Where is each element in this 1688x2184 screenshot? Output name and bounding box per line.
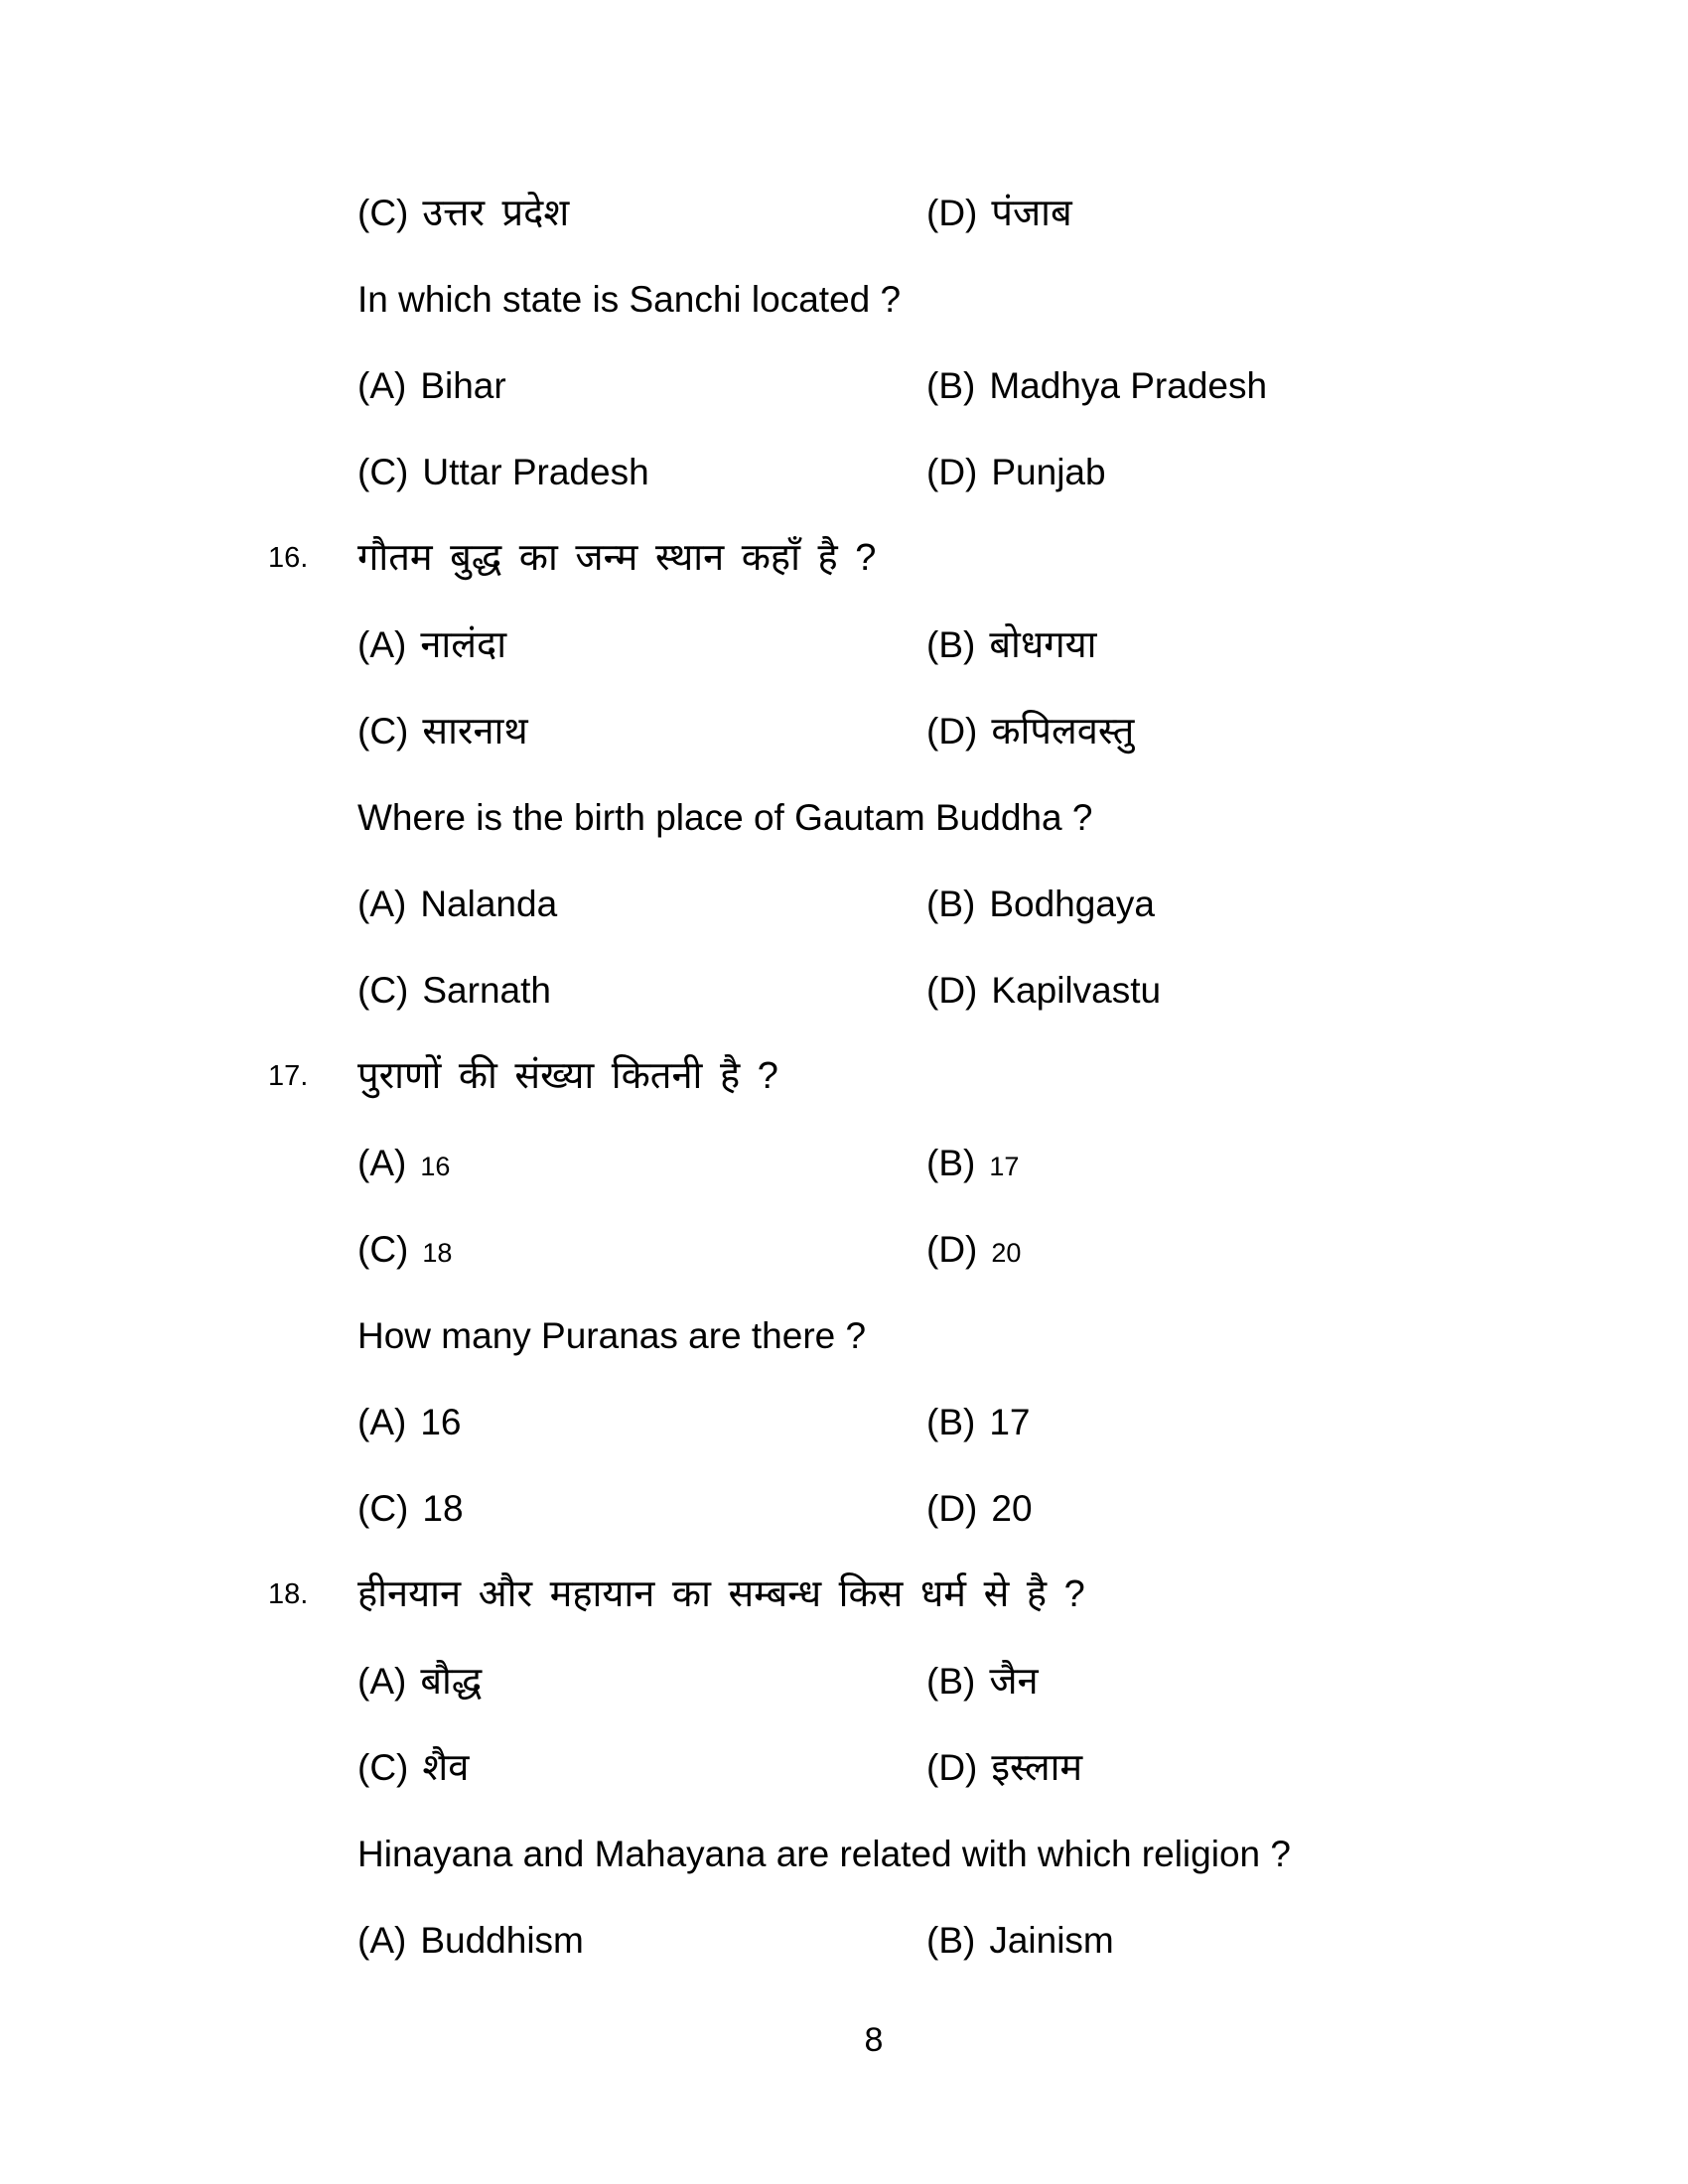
options-row: [0, 342, 1688, 429]
option-text: 17: [989, 1402, 1031, 1442]
option: [926, 429, 1106, 515]
option-label: (A): [357, 365, 407, 406]
option: [357, 1465, 464, 1552]
option-label: (D): [926, 1488, 978, 1529]
options-row: [0, 688, 1688, 774]
option-label: (D): [926, 1747, 978, 1788]
option: [357, 602, 506, 689]
option-text: नालंदा: [420, 624, 507, 666]
option: [357, 342, 506, 429]
option-text: Madhya Pradesh: [989, 365, 1268, 406]
option-text: सारनाथ: [422, 711, 528, 752]
option: [926, 861, 1155, 947]
option-text: कपिलवस्तु: [991, 711, 1135, 752]
option-label: (A): [357, 1402, 407, 1442]
option: [357, 1897, 584, 1983]
options-row: [0, 170, 1688, 256]
option-label: (C): [357, 1747, 409, 1788]
question-text: How many Puranas are there ?: [357, 1315, 867, 1356]
question-paper-content: [0, 170, 1688, 1983]
option-label: (B): [926, 1920, 976, 1961]
option-label: (C): [357, 1229, 409, 1270]
question-row: [0, 1552, 1688, 1638]
option-text: 20: [991, 1488, 1033, 1529]
question-row: [0, 1293, 1688, 1379]
option: [357, 947, 551, 1033]
option-label: (A): [357, 1661, 407, 1702]
question-row: [0, 256, 1688, 342]
option-text: Punjab: [991, 452, 1106, 492]
options-row: [0, 1465, 1688, 1552]
option: [926, 1897, 1114, 1983]
option-label: (B): [926, 1143, 976, 1183]
options-row: [0, 861, 1688, 947]
option: [926, 1379, 1030, 1465]
question-row: [0, 1033, 1688, 1120]
option-label: (A): [357, 1143, 407, 1183]
option: [926, 1465, 1033, 1552]
option-label: (B): [926, 1402, 976, 1442]
question-text: Where is the birth place of Gautam Buddha ?: [357, 797, 1093, 838]
option-text: 18: [422, 1488, 464, 1529]
option: [357, 688, 528, 775]
option-label: (B): [926, 624, 976, 665]
options-row: [0, 429, 1688, 515]
option-text: Kapilvastu: [991, 970, 1162, 1011]
option: [926, 1120, 1019, 1210]
options-row: [0, 1206, 1688, 1293]
option-label: (B): [926, 365, 976, 406]
option-text: 16: [420, 1152, 451, 1181]
option: [926, 1206, 1021, 1297]
option: [926, 342, 1267, 429]
option-text: Buddhism: [420, 1920, 584, 1961]
option-text: 17: [989, 1152, 1020, 1181]
question-row: [0, 515, 1688, 602]
option-text: 20: [991, 1238, 1022, 1268]
options-row: [0, 1724, 1688, 1811]
option-text: उत्तर प्रदेश: [422, 193, 570, 234]
question-text: हीनयान और महायान का सम्बन्ध किस धर्म से है ?: [357, 1573, 1085, 1615]
options-row: [0, 1638, 1688, 1724]
option: [357, 170, 569, 257]
options-row: [0, 1897, 1688, 1983]
options-row: [0, 1120, 1688, 1206]
option-label: (C): [357, 711, 409, 751]
option: [926, 1638, 1039, 1725]
option: [926, 602, 1097, 689]
option-text: शैव: [422, 1747, 470, 1789]
option: [357, 1379, 461, 1465]
option: [357, 1724, 469, 1812]
option-label: (D): [926, 1229, 978, 1270]
option: [926, 688, 1134, 775]
option: [926, 1724, 1082, 1812]
options-row: [0, 1379, 1688, 1465]
option-label: (C): [357, 1488, 409, 1529]
option-label: (C): [357, 452, 409, 492]
option-label: (A): [357, 1920, 407, 1961]
option-label: (D): [926, 970, 978, 1011]
option: [357, 1638, 482, 1725]
option-label: (D): [926, 452, 978, 492]
option-label: (D): [926, 711, 978, 751]
option-label: (B): [926, 1661, 976, 1702]
question-text: पुराणों की संख्या कितनी है ?: [357, 1055, 778, 1097]
question-text: In which state is Sanchi located ?: [357, 279, 902, 320]
option-text: बौद्ध: [420, 1661, 483, 1703]
option: [357, 429, 649, 515]
option-text: Uttar Pradesh: [422, 452, 649, 492]
option-text: Jainism: [989, 1920, 1114, 1961]
option-label: (C): [357, 970, 409, 1011]
option-text: इस्लाम: [991, 1747, 1083, 1789]
options-row: [0, 947, 1688, 1033]
option: [357, 1120, 450, 1210]
option: [357, 861, 557, 947]
option-text: Bodhgaya: [989, 884, 1155, 924]
option-text: Nalanda: [420, 884, 558, 924]
option: [926, 170, 1072, 257]
option-label: (B): [926, 884, 976, 924]
options-row: [0, 602, 1688, 688]
question-row: [0, 1811, 1688, 1897]
question-text: गौतम बुद्ध का जन्म स्थान कहाँ है ?: [357, 537, 877, 579]
option-label: (C): [357, 193, 409, 233]
option-text: पंजाब: [991, 193, 1072, 234]
option-text: बोधगया: [989, 624, 1097, 666]
option-label: (A): [357, 884, 407, 924]
option-text: Sarnath: [422, 970, 551, 1011]
page-number: 8: [864, 2021, 884, 2059]
option-label: (A): [357, 624, 407, 665]
question-number: 17.: [268, 1060, 309, 1092]
option: [357, 1206, 452, 1297]
option-text: जैन: [989, 1661, 1039, 1703]
option-text: 16: [420, 1402, 462, 1442]
question-row: [0, 774, 1688, 861]
question-text: Hinayana and Mahayana are related with which religion ?: [357, 1834, 1291, 1874]
option: [926, 947, 1161, 1033]
option-label: (D): [926, 193, 978, 233]
option-text: Bihar: [420, 365, 506, 406]
question-number: 18.: [268, 1578, 309, 1610]
question-number: 16.: [268, 542, 309, 574]
option-text: 18: [422, 1238, 453, 1268]
